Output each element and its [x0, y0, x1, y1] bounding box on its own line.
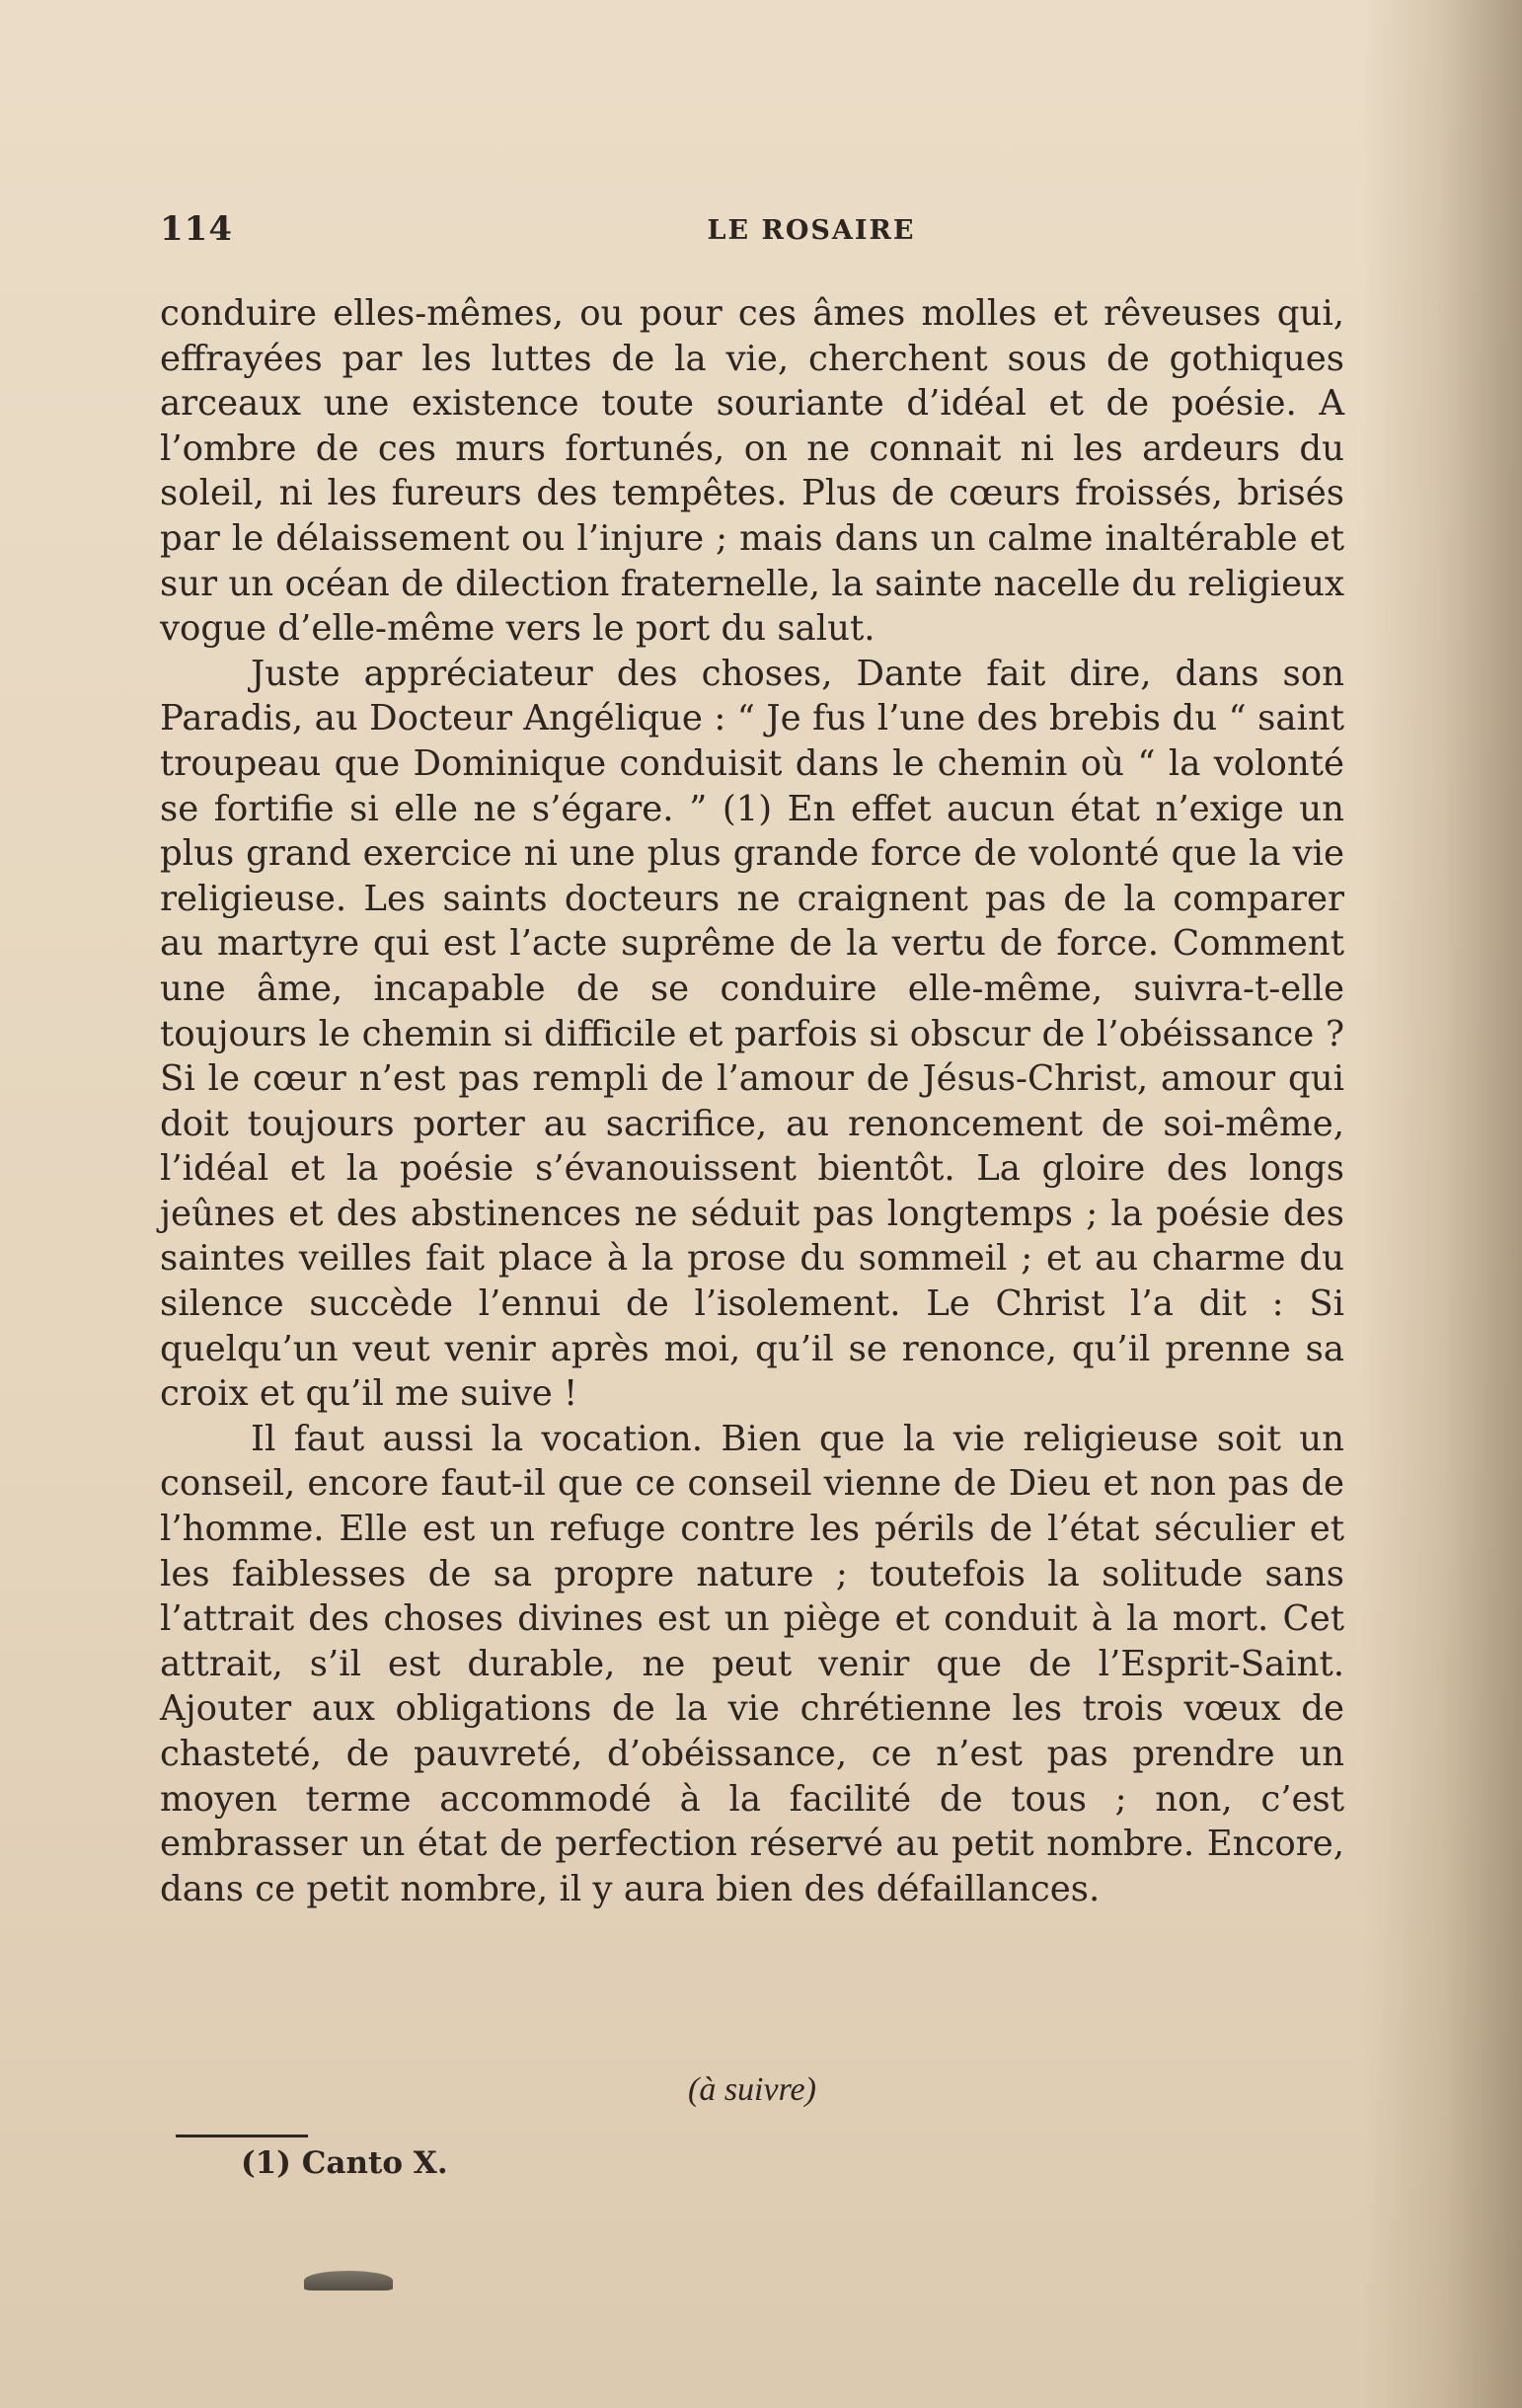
- running-title: LE ROSAIRE: [707, 215, 916, 246]
- page-header: [160, 209, 1364, 259]
- footnote-rule: [176, 2135, 308, 2137]
- paragraph-3: Il faut aussi la vocation. Bien que la vie religieuse soit un conseil, encore faut-il que ce conseil vienne de Dieu et non pas de l’homme. Elle est un refuge contre les périls de l’état séculier et les faiblesses de sa propre nature ; toutefois la solitude sans l’attrait des choses divines est un piège et conduit à la mort. Cet attrait, s’il est durable, ne peut venir que de l’Esprit-Saint. Ajouter aux obligations de la vie chrétienne les trois vœux de chasteté, de pauvreté, d’obéissance, ce n’est pas prendre un moyen terme accommodé à la facilité de tous ; non, c’est embrasser un état de perfection réservé au petit nombre. Encore, dans ce petit nombre, il y aura bien des défaillances.: [160, 1418, 1344, 1909]
- ink-smudge: [304, 2271, 393, 2291]
- footnote: (1) Canto X.: [241, 2145, 448, 2181]
- paragraph-2: Juste appréciateur des choses, Dante fait dire, dans son Paradis, au Docteur Angélique : “ Je fus l’une des brebis du “ saint troupeau que Dominique conduisit dans le chemin où “ la volonté se fortifie si elle ne s’égare. ” (1) En effet aucun état n’exige un plus grand exercice ni une plus grande force de volonté que la vie religieuse. Les saints docteurs ne craignent pas de la comparer au martyre qui est l’acte suprême de la vertu de force. Comment une âme, incapable de se conduire elle-même, suivra-t-elle toujours le chemin si difficile et parfois si obscur de l’obéissance ? Si le cœur n’est pas rempli de l’amour de Jésus-Christ, amour qui doit toujours porter au sacrifice, au renoncement de soi-même, l’idéal et la poésie s’évanouissent bientôt. La gloire des longs jeûnes et des abstinences ne séduit pas longtemps ; la poésie des saintes veilles fait place à la prose du sommeil ; et au charme du silence succède l’ennui de l’isolement. Le Christ l’a dit : Si quelqu’un veut venir après moi, qu’il se renonce, qu’il prenne sa croix et qu’il me suive !: [160, 653, 1344, 1415]
- body-text: [160, 291, 1344, 1911]
- page-number: 114: [160, 209, 233, 249]
- to-be-continued: (à suivre): [688, 2071, 816, 2108]
- paragraph-1: conduire elles-mêmes, ou pour ces âmes molles et rêveuses qui, effrayées par les luttes de la vie, cherchent sous de gothiques arceaux une existence toute souriante d’idéal et de poésie. A l’ombre de ces murs fortunés, on ne connait ni les ardeurs du soleil, ni les fureurs des tempêtes. Plus de cœurs froissés, brisés par le délaissement ou l’injure ; mais dans un calme inaltérable et sur un océan de dilection fraternelle, la sainte nacelle du religieux vogue d’elle-même vers le port du salut.: [160, 293, 1344, 650]
